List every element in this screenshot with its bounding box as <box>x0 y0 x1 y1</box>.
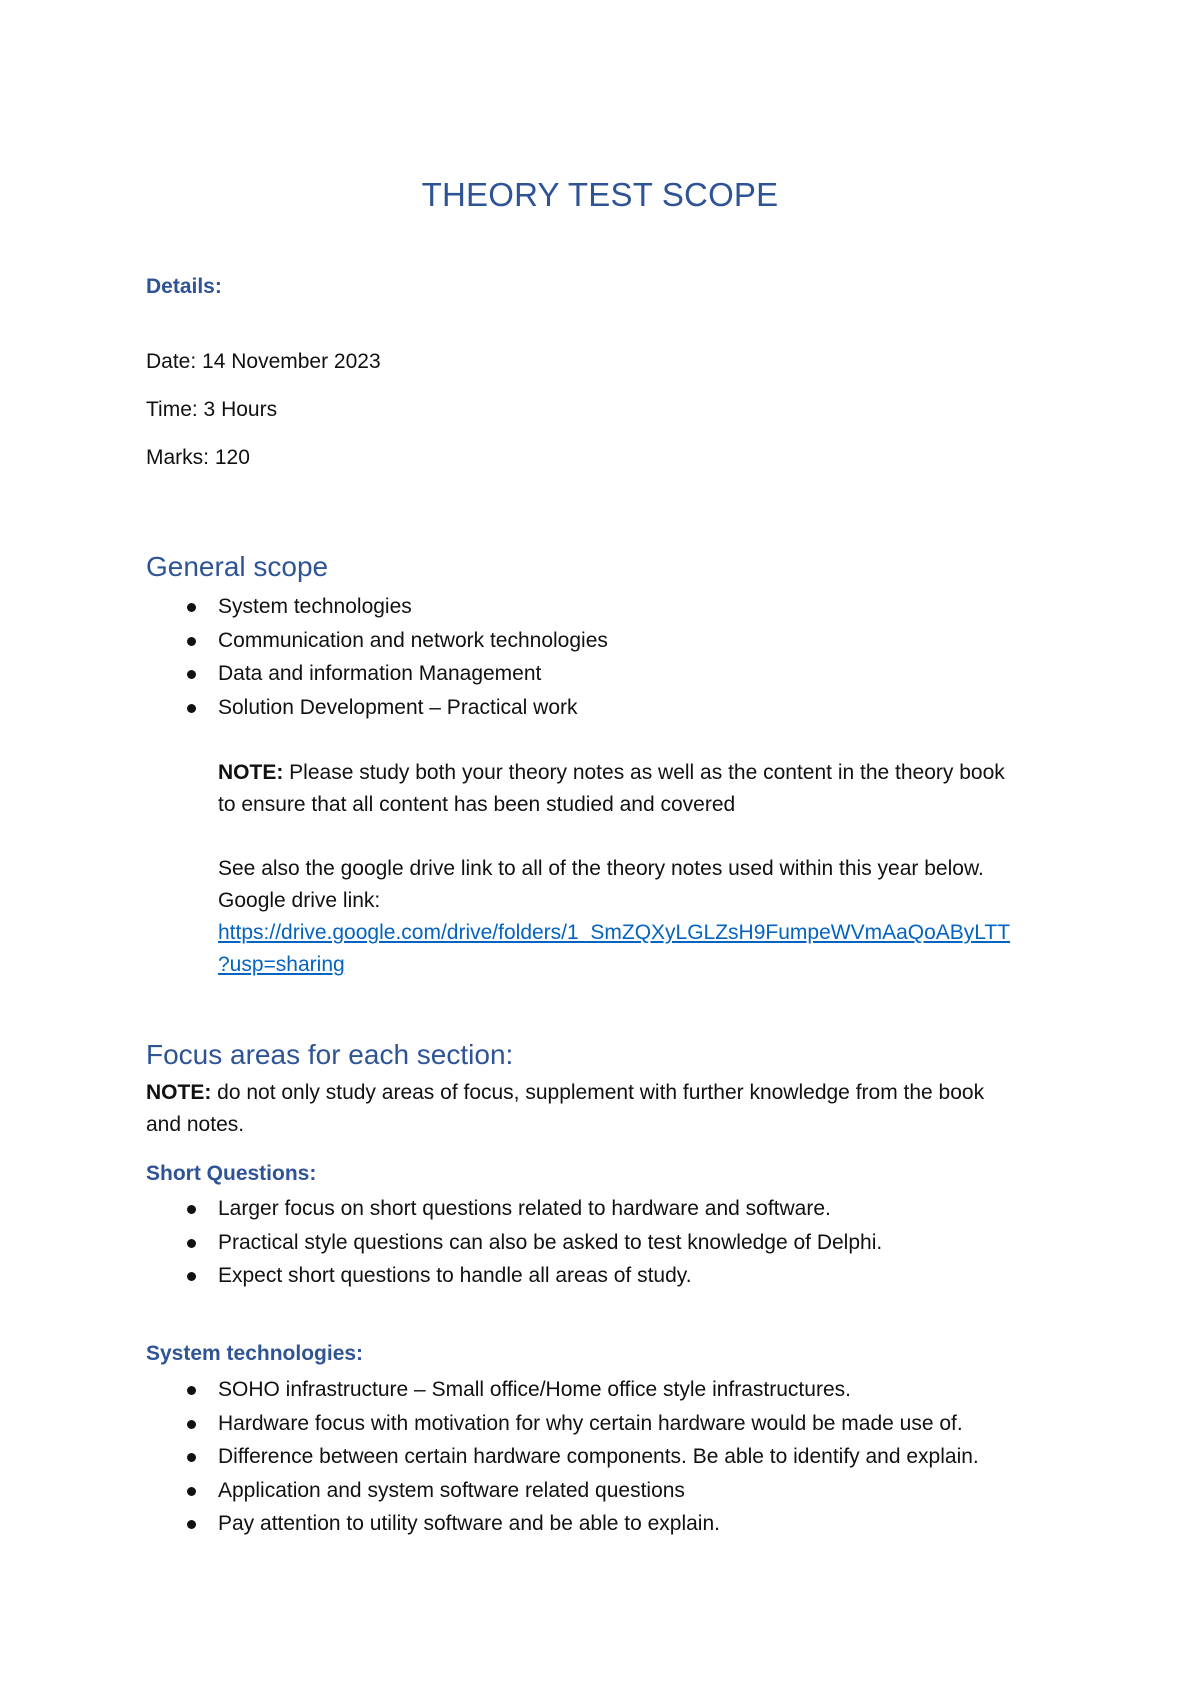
system-technologies-list <box>146 1373 979 1541</box>
list-item: Larger focus on short questions related to hardware and software. <box>146 1192 882 1226</box>
list-item: SOHO infrastructure – Small office/Home office style infrastructures. <box>146 1373 979 1407</box>
list-item: Expect short questions to handle all areas of study. <box>146 1259 882 1293</box>
bullet-icon <box>187 1386 196 1395</box>
general-scope-list <box>146 590 608 724</box>
drive-link-url[interactable]: https://drive.google.com/drive/folders/1_SmZQXyLGLZsH9FumpeWVmAaQoAByLTT <box>218 921 1011 944</box>
general-scope-note: NOTE: Please study both your theory notes as well as the content in the theory book to ensure that all content has been studied and covered <box>218 761 1005 816</box>
focus-areas-heading: Focus areas for each section: <box>146 1039 514 1070</box>
list-item: Solution Development – Practical work <box>146 691 608 725</box>
list-item: Difference between certain hardware components. Be able to identify and explain. <box>146 1440 979 1474</box>
drive-link-block <box>218 853 1010 981</box>
bullet-icon <box>187 1420 196 1429</box>
details-time: Time: 3 Hours <box>146 398 278 421</box>
bullet-icon <box>187 670 196 679</box>
see-also-text: See also the google drive link to all of the theory notes used within this year below. <box>218 857 984 880</box>
details-heading: Details: <box>146 275 222 298</box>
drive-link-url-continued[interactable]: ?usp=sharing <box>218 953 345 976</box>
document-title: THEORY TEST SCOPE <box>421 176 779 213</box>
bullet-icon <box>187 1487 196 1496</box>
bullet-icon <box>187 1272 196 1281</box>
note-label: NOTE: <box>146 1081 212 1104</box>
note-label: NOTE: <box>218 761 284 784</box>
details-marks: Marks: 120 <box>146 446 250 469</box>
bullet-icon <box>187 1453 196 1462</box>
system-technologies-heading: System technologies: <box>146 1342 364 1365</box>
list-item: Communication and network technologies <box>146 624 608 658</box>
list-item: Hardware focus with motivation for why certain hardware would be made use of. <box>146 1407 979 1441</box>
drive-link-label: Google drive link: <box>218 889 381 912</box>
details-date: Date: 14 November 2023 <box>146 350 381 373</box>
list-item: System technologies <box>146 590 608 624</box>
general-scope-heading: General scope <box>146 551 329 582</box>
bullet-icon <box>187 637 196 646</box>
bullet-icon <box>187 704 196 713</box>
list-item: Practical style questions can also be asked to test knowledge of Delphi. <box>146 1226 882 1260</box>
list-item: Application and system software related questions <box>146 1474 979 1508</box>
short-questions-list <box>146 1192 882 1293</box>
focus-areas-note: NOTE: do not only study areas of focus, supplement with further knowledge from the book and notes. <box>146 1081 985 1136</box>
list-item: Data and information Management <box>146 657 608 691</box>
bullet-icon <box>187 1205 196 1214</box>
bullet-icon <box>187 1239 196 1248</box>
list-item: Pay attention to utility software and be able to explain. <box>146 1507 979 1541</box>
short-questions-heading: Short Questions: <box>146 1162 317 1185</box>
bullet-icon <box>187 603 196 612</box>
bullet-icon <box>187 1520 196 1529</box>
